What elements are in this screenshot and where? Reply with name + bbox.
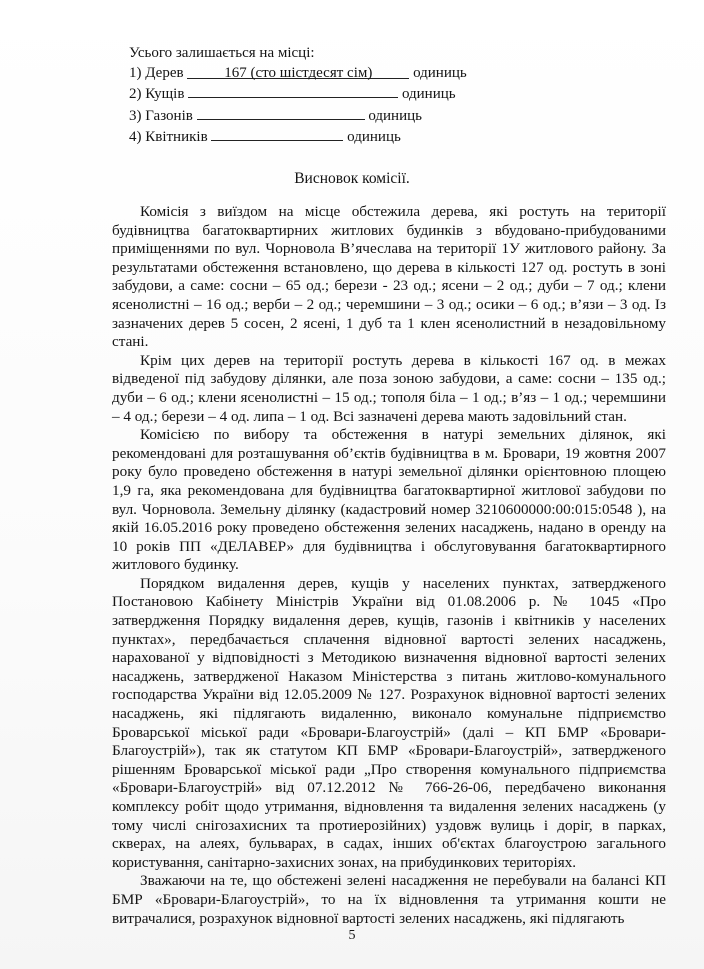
list-item-lawns <box>129 105 467 127</box>
list-item-label: 3) Газонів <box>129 107 193 124</box>
paragraph: Комісією по вибору та обстеження в натурі земельних ділянок, які рекомендовані для розташування об’єктів будівництва в м. Бровари, 19 жовтня 2007 року було проведено обстеження в натурі земельної ділянки орієнтовною площею 1,9 га, яка рекомендована для будівництва багатоквартирної житлової забудови по вул. Чорновола. Земельну ділянку (кадастровий номер 3210600000:00:015:0548 ), на якій 16.05.2016 року проведено обстеження зелених насаджень, надано в оренду на 10 років ПП «ДЕЛАВЕР» для будівництва і обслуговування багатоквартирного житлового будинку. <box>112 426 666 574</box>
list-item-flowerbeds <box>129 126 467 148</box>
list-item-shrubs <box>129 83 467 105</box>
paragraph: Комісія з виїздом на місце обстежила дерева, які ростуть на території будівництва багатоквартирних житлових будинків з вбудовано-прибудованими приміщеннями по вул. Чорновола В’ячеслава на території 1У житлового району. За результатами обстеження встановлено, що дерева в кількості 127 од. ростуть в зоні забудови, а саме: сосни – 65 од.; берези - 23 од.; ясени – 2 од.; дуби – 7 од.; клени ясенолистні – 16 од.; верби – 2 од.; черемшини – 3 од.; осики – 6 од.; в’язи – 3 од. Із зазначених дерев 5 сосен, 2 ясені, 1 дуб та 1 клен ясенолистний в незадовільному стані. <box>112 203 666 351</box>
page-number: 5 <box>348 928 356 943</box>
remaining-items-list <box>129 44 467 148</box>
paragraph: Крім цих дерев на території ростуть дерева в кількості 167 од. в межах відведеної під забудову ділянки, але поза зоною забудови, а саме: сосни – 135 од.; дуби – 6 од.; клени ясенолистні – 15 од.; тополя біла – 1 од.; в’яз – 1 од.; черемшини – 4 од.; берези – 4 од. липа – 1 од. Всі зазначені дерева мають задовільний стан. <box>112 351 666 425</box>
document-body <box>112 203 666 928</box>
list-item-trees <box>129 64 467 84</box>
list-item-value: 167 (сто шістдесят сім) <box>187 64 409 79</box>
list-item-value <box>188 83 398 98</box>
section-title: Висновок комісії. <box>294 170 410 187</box>
list-item-label: 1) Дерев <box>129 64 184 81</box>
list-item-unit: одиниць <box>347 129 401 145</box>
list-item-value <box>197 105 365 120</box>
list-item-unit: одиниць <box>401 86 456 102</box>
paragraph: Порядком видалення дерев, кущів у населених пунктах, затвердженого Постановою Кабінету Міністрів України від 01.08.2006 р. № 1045 «Про затвердження Порядку видалення дерев, кущів, газонів і квітників у населених пунктах», передбачається сплачення відновної вартості зелених насаджень, нарахованої у відповідності з Методикою визначення відновної вартості зелених насаджень, затвердженої Наказом Міністерства з питань житлово-комунального господарства України від 12.05.2009 № 127. Розрахунок відновної вартості зелених насаджень, які підлягають видаленню, виконало комунальне підприємство Броварської міської ради «Бровари-Благоустрій» (далі – КП БМР «Бровари-Благоустрій»), так як статутом КП БМР «Бровари-Благоустрій», затвердженого рішенням Броварської міської ради „Про створення комунального підприємства «Бровари-Благоустрій» від 07.12.2012 № 766-26-06, передбачено виконання комплексу робіт щодо утримання, відновлення та видалення зелених насаджень (у тому числі снігозахисних та протиерозійних) уздовж вулиць і доріг, в парках, скверах, на алеях, бульварах, в садах, інших об'єктах благоустрою загального користування, санітарно-захисних зонах, на прибудинкових територіях. <box>112 574 666 871</box>
list-item-label: 2) Кущів <box>129 86 185 102</box>
list-item-unit: одиниць <box>413 64 467 81</box>
list-item-value <box>211 126 343 141</box>
paragraph: Зважаючи на те, що обстежені зелені насадження не перебували на балансі КП БМР «Бровари-Благоустрій», то на їх відновлення та утримання кошти не витрачалися, розрахунок відновної вартості зелених насаджень, які підлягають <box>112 872 666 927</box>
list-intro: Усього залишається на місці: <box>129 45 315 61</box>
list-item-label: 4) Квітників <box>129 129 208 145</box>
list-item-unit: одиниць <box>368 107 422 124</box>
